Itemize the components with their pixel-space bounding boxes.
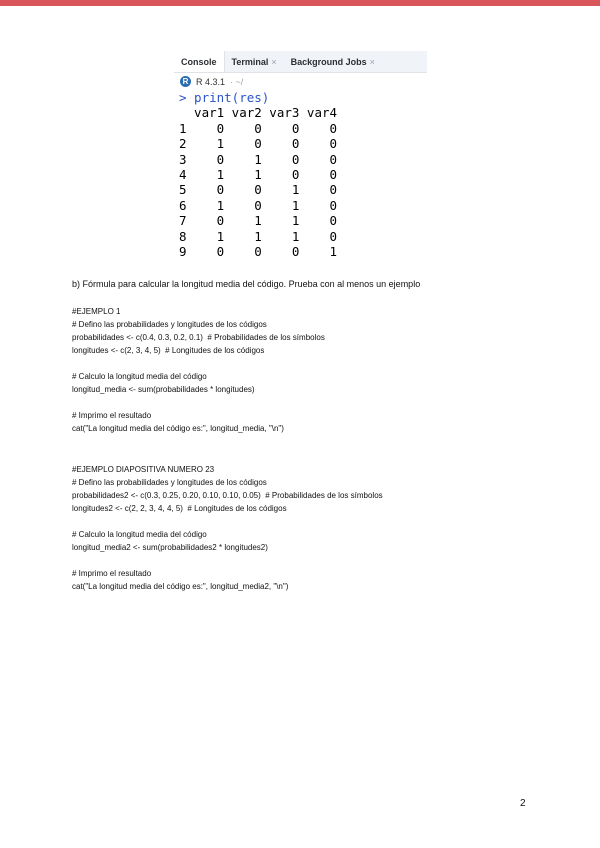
top-accent-bar <box>0 0 600 6</box>
code-line: # Defino las probabilidades y longitudes de los códigos <box>72 320 267 329</box>
code-line: # Imprimo el resultado <box>72 411 152 420</box>
code-line: #EJEMPLO 1 <box>72 307 121 316</box>
example-1-code <box>72 305 325 435</box>
code-line <box>72 554 383 567</box>
tab-console[interactable] <box>174 51 225 72</box>
close-icon[interactable]: × <box>369 56 375 67</box>
console-output-line: 1 0 0 0 0 <box>179 120 338 136</box>
tab-terminal-label: Terminal <box>231 56 269 67</box>
working-directory-path[interactable]: · ~/ <box>230 76 244 87</box>
console-output-line: 2 1 0 0 0 <box>179 136 338 152</box>
console-output-line: 8 1 1 1 0 <box>179 228 338 244</box>
console-command-line: > print(res) <box>179 90 270 105</box>
code-line: # Calculo la longitud media del código <box>72 372 207 381</box>
page-number: 2 <box>520 798 526 809</box>
code-line: longitud_media <- sum(probabilidades * longitudes) <box>72 385 255 394</box>
code-line: longitud_media2 <- sum(probabilidades2 * longitudes2) <box>72 543 268 552</box>
r-version-bar <box>174 73 427 90</box>
rstudio-console-screenshot <box>174 51 427 265</box>
code-line: probabilidades2 <- c(0.3, 0.25, 0.20, 0.10, 0.10, 0.05) # Probabilidades de los símbolos <box>72 491 383 500</box>
code-line <box>72 396 325 409</box>
console-output-line: 7 0 1 1 0 <box>179 213 338 229</box>
console-output-line: 3 0 1 0 0 <box>179 151 338 167</box>
console-tab-bar <box>174 51 427 73</box>
code-line: # Imprimo el resultado <box>72 569 152 578</box>
console-output-line: 4 1 1 0 0 <box>179 167 338 183</box>
tab-terminal[interactable] <box>225 51 284 72</box>
r-version: R 4.3.1 <box>196 76 226 87</box>
code-line: cat("La longitud media del código es:", longitud_media, "\n") <box>72 424 284 433</box>
tab-background-jobs[interactable] <box>284 51 382 72</box>
console-output-line: 9 0 0 0 1 <box>179 244 338 260</box>
example-2-code <box>72 463 383 593</box>
tab-console-label: Console <box>181 56 217 67</box>
code-line: # Defino las probabilidades y longitudes de los códigos <box>72 478 267 487</box>
console-output-line: var1 var2 var3 var4 <box>179 105 338 121</box>
question-b-heading: b) Fórmula para calcular la longitud media del código. Prueba con al menos un ejemplo <box>72 279 421 289</box>
code-line <box>72 357 325 370</box>
console-output-line: 5 0 0 1 0 <box>179 182 338 198</box>
code-line: cat("La longitud media del código es:", longitud_media2, "\n") <box>72 582 289 591</box>
code-line: longitudes2 <- c(2, 2, 3, 4, 4, 5) # Longitudes de los códigos <box>72 504 287 513</box>
code-line: #EJEMPLO DIAPOSITIVA NUMERO 23 <box>72 465 215 474</box>
code-line: # Calculo la longitud media del código <box>72 530 207 539</box>
code-line <box>72 515 383 528</box>
console-output-line: 6 1 0 1 0 <box>179 197 338 213</box>
tab-background-jobs-label: Background Jobs <box>290 56 367 67</box>
r-logo-icon: R <box>180 76 191 87</box>
code-line: probabilidades <- c(0.4, 0.3, 0.2, 0.1) # Probabilidades de los símbolos <box>72 333 325 342</box>
console-output <box>174 90 427 259</box>
close-icon[interactable]: × <box>271 56 277 67</box>
code-line: longitudes <- c(2, 3, 4, 5) # Longitudes de los códigos <box>72 346 265 355</box>
